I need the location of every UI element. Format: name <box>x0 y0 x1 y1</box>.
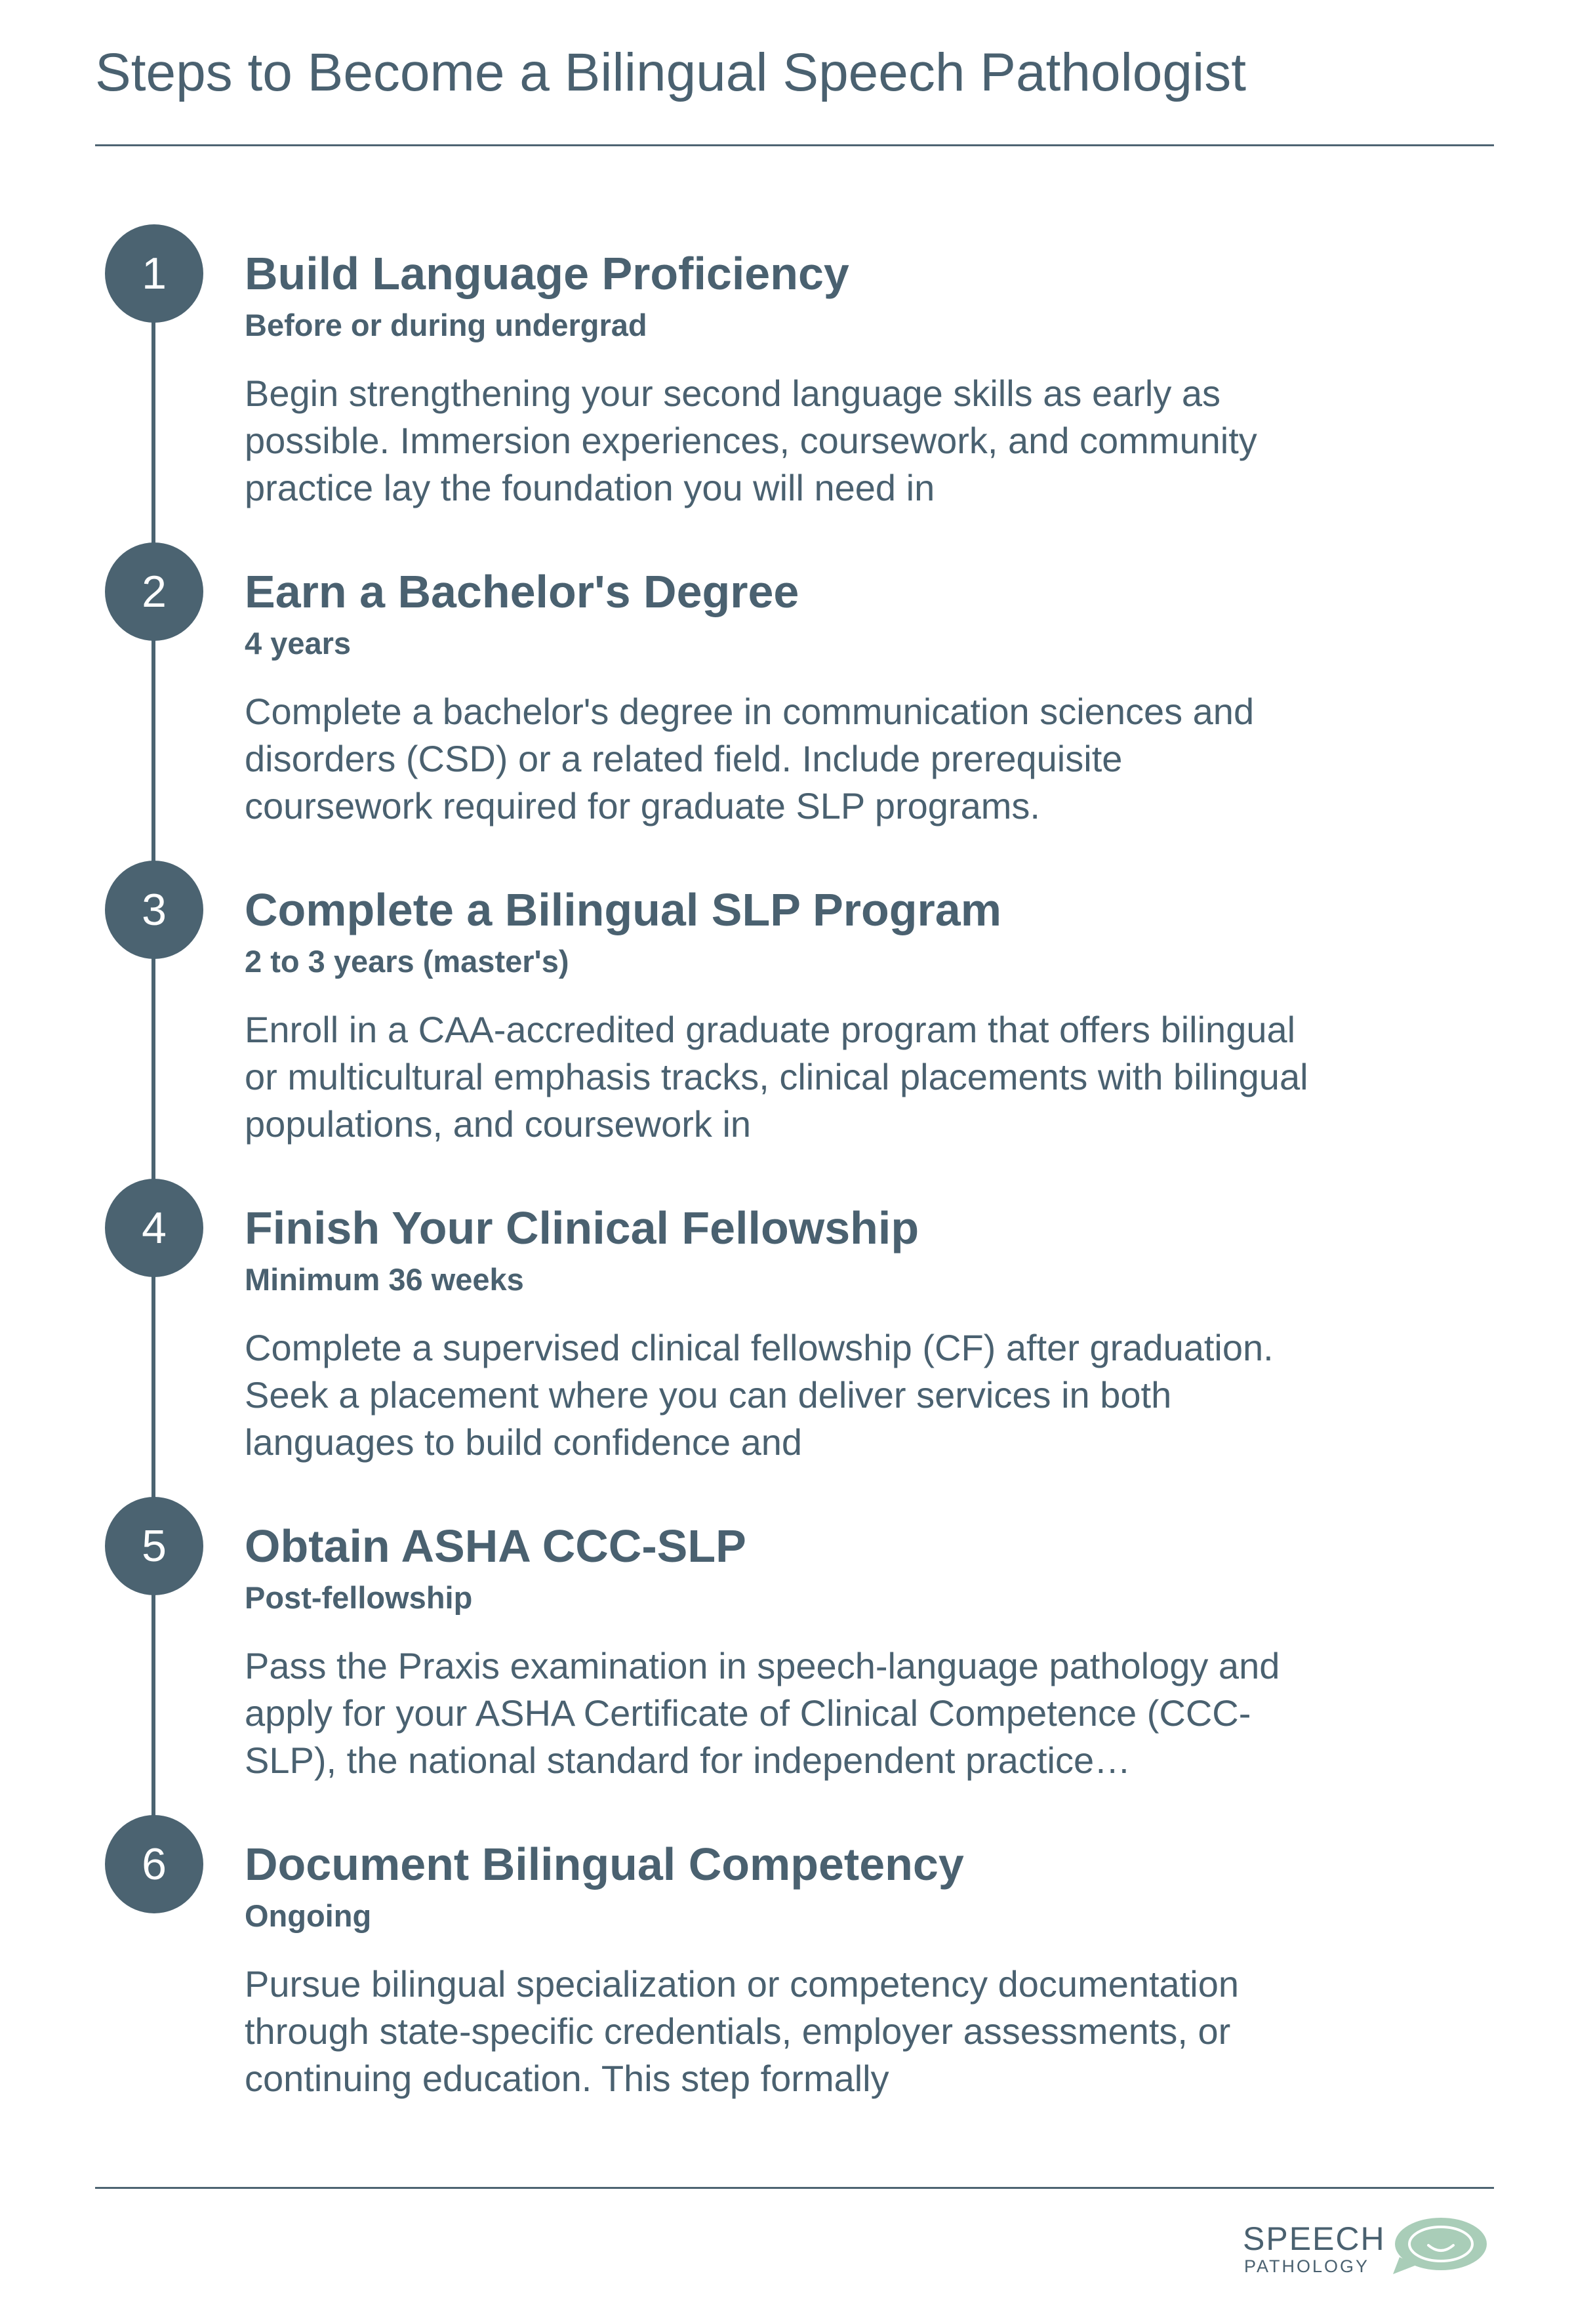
step-3 <box>0 861 1574 1179</box>
step-description: Complete a supervised clinical fellowship (CF) after graduation. Seek a placement where you can deliver services in both languages to build confidence and <box>245 1327 1274 1463</box>
step-title: Build Language Proficiency <box>245 248 849 299</box>
step-1 <box>0 224 1574 542</box>
speech-pathology-logo <box>1243 2211 1492 2283</box>
step-title: Document Bilingual Competency <box>245 1839 964 1890</box>
step-5 <box>0 1497 1574 1815</box>
step-number-badge: 4 <box>105 1179 203 1277</box>
step-title: Earn a Bachelor's Degree <box>245 566 799 617</box>
step-duration: Before or during undergrad <box>245 308 647 342</box>
step-number-badge: 1 <box>105 224 203 323</box>
step-6 <box>0 1815 1574 2133</box>
step-description: Enroll in a CAA-accredited graduate program that offers bilingual or multicultural emphasis tracks, clinical placements with bilingual populations, and coursework in <box>245 1009 1308 1145</box>
step-title: Finish Your Clinical Fellowship <box>245 1202 919 1254</box>
logo-wordmark-pathology: PATHOLOGY <box>1244 2256 1370 2276</box>
step-description: Pursue bilingual specialization or competency documentation through state-specific credentials, employer assessments, or continuing education. This step formally <box>245 1963 1239 2099</box>
step-description: Complete a bachelor's degree in communication sciences and disorders (CSD) or a related field. Include prerequisite coursework required for graduate SLP programs. <box>245 691 1255 826</box>
step-2 <box>0 542 1574 861</box>
page-title: Steps to Become a Bilingual Speech Pathologist <box>95 43 1246 102</box>
step-description: Begin strengthening your second language skills as early as possible. Immersion experiences, coursework, and community practice lay the foundation you will need in <box>245 373 1257 508</box>
speech-bubble-icon <box>1390 2214 1489 2279</box>
step-duration: Ongoing <box>245 1898 372 1933</box>
step-title: Obtain ASHA CCC-SLP <box>245 1520 746 1572</box>
step-duration: 2 to 3 years (master's) <box>245 944 569 979</box>
step-duration: Post-fellowship <box>245 1580 473 1615</box>
step-number-badge: 5 <box>105 1497 203 1595</box>
step-duration: 4 years <box>245 626 352 661</box>
logo-wordmark-speech: SPEECH <box>1243 2220 1386 2257</box>
footer-divider <box>95 2187 1494 2189</box>
step-title: Complete a Bilingual SLP Program <box>245 884 1001 935</box>
step-number-badge: 3 <box>105 861 203 959</box>
step-description: Pass the Praxis examination in speech-language pathology and apply for your ASHA Certificate of Clinical Competence (CCC-SLP), the national standard for independent practice… <box>245 1645 1280 1781</box>
step-4 <box>0 1179 1574 1497</box>
step-number-badge: 6 <box>105 1815 203 1913</box>
step-duration: Minimum 36 weeks <box>245 1262 524 1297</box>
step-number-badge: 2 <box>105 542 203 641</box>
header-divider <box>95 144 1494 146</box>
